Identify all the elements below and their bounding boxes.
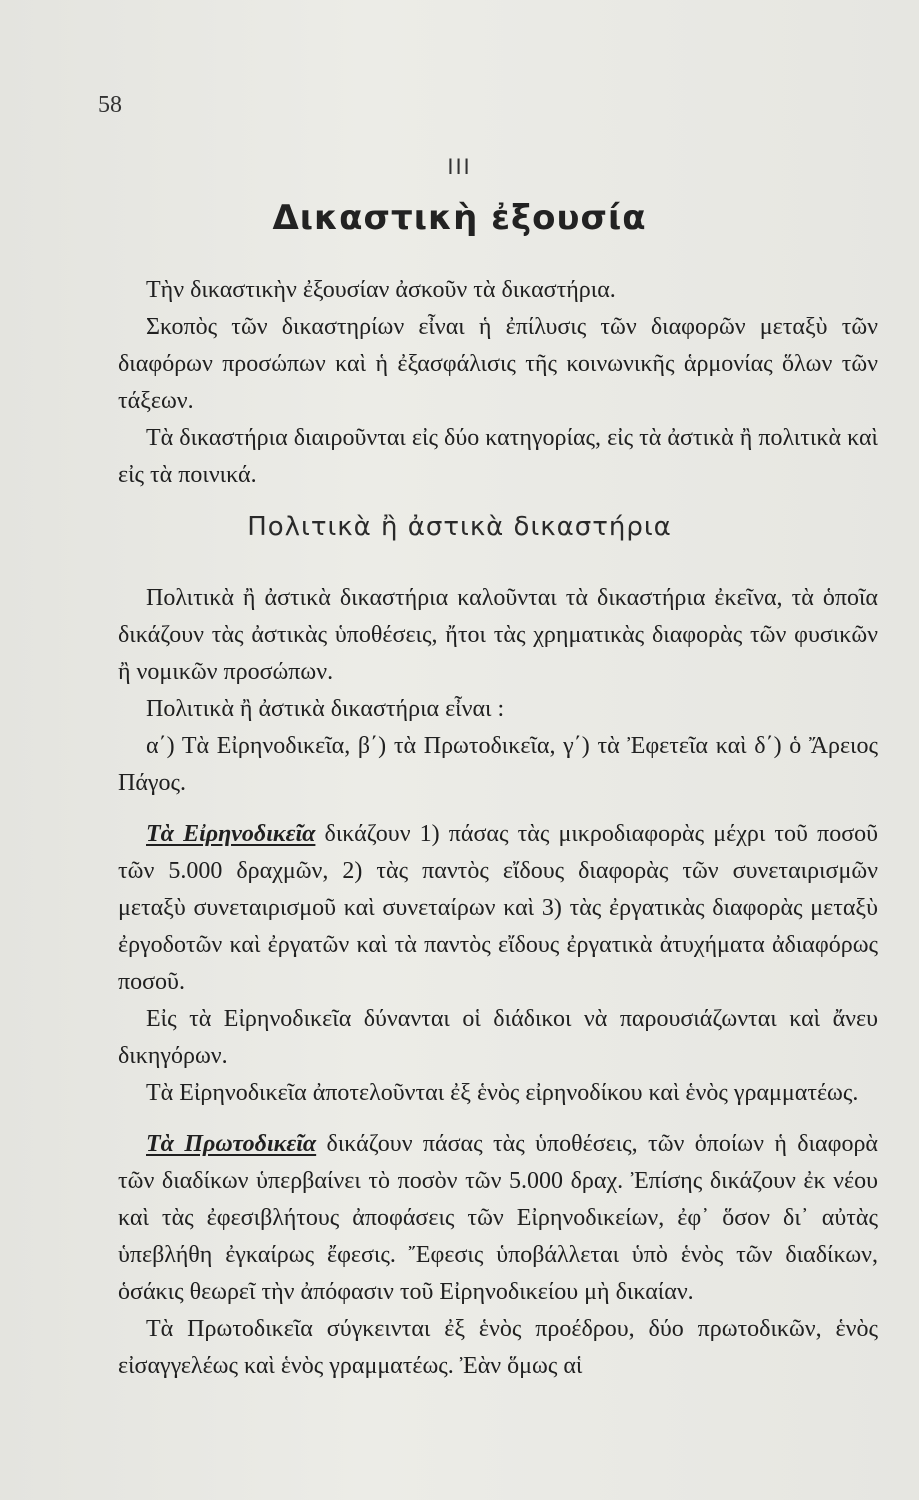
section-number: III: [447, 154, 472, 179]
intro-paragraph-2: Σκοπὸς τῶν δικαστηρίων εἶναι ἡ ἐπίλυσις τῶν διαφορῶν μεταξὺ τῶν διαφόρων προσώπων καὶ ἡ ἐξασφάλισις τῆς κοινωνικῆς ἁρμονίας ὅλων τῶν τάξεων.: [118, 314, 878, 414]
intro-paragraph-1: Τὴν δικαστικὴν ἐξουσίαν ἀσκοῦν τὰ δικαστήρια.: [146, 277, 616, 303]
page-number: 58: [98, 92, 122, 118]
civil-courts-paragraph-2: Πολιτικὰ ἢ ἀστικὰ δικαστήρια εἶναι :: [146, 696, 505, 722]
magistrates-text: δικάζουν 1) πάσας τὰς μικροδιαφορὰς μέχρι τοῦ ποσοῦ τῶν 5.000 δραχμῶν, 2) τὰς παντὸς εἴδους διαφορὰς τῶν συνεταιρισμῶν μεταξὺ συνεταιρισμοῦ καὶ συνεταίρων καὶ 3) τὰς ἐργατικὰς διαφορὰς μεταξὺ ἐργοδοτῶν καὶ ἐργατῶν καὶ τὰ παντὸς εἴδους ἐργατικὰ ἀτυχήματα ἀδιαφόρως ποσοῦ.: [118, 821, 879, 995]
spacer: [118, 802, 878, 816]
civil-courts-heading: Πολιτικὰ ἢ ἀστικὰ δικαστήρια: [247, 512, 672, 542]
magistrates-paragraph-1: [118, 816, 878, 1001]
intro-paragraph-3: Τὰ δικαστήρια διαιροῦνται εἰς δύο κατηγορίας, εἰς τὰ ἀστικὰ ἢ πολιτικὰ καὶ εἰς τὰ ποινικά.: [118, 425, 878, 488]
chapter-title: Δικαστικὴ ἐξουσία: [272, 198, 647, 238]
intro-text: [118, 272, 878, 494]
magistrates-lead: Τὰ Εἰρηνοδικεῖα: [146, 821, 316, 847]
civil-courts-paragraph-3: α΄) Τὰ Εἰρηνοδικεῖα, β΄) τὰ Πρωτοδικεῖα, γ΄) τὰ Ἐφετεῖα καὶ δ΄) ὁ Ἄρειος Πάγος.: [118, 733, 878, 796]
magistrates-paragraph-2: Εἰς τὰ Εἰρηνοδικεῖα δύνανται οἱ διάδικοι νὰ παρουσιάζωνται καὶ ἄνευ δικηγόρων.: [118, 1006, 878, 1069]
first-instance-paragraph-2: Τὰ Πρωτοδικεῖα σύγκεινται ἐξ ἑνὸς προέδρου, δύο πρωτοδικῶν, ἑνὸς εἰσαγγελέως καὶ ἑνὸς γραμματέως. Ἐὰν ὅμως αἱ: [118, 1316, 878, 1379]
first-instance-lead: Τὰ Πρωτοδικεῖα: [146, 1131, 317, 1157]
civil-courts-paragraph-1: Πολιτικὰ ἢ ἀστικὰ δικαστήρια καλοῦνται τὰ δικαστήρια ἐκεῖνα, τὰ ὁποῖα δικάζουν τὰς ἀστικὰς ὑποθέσεις, ἤτοι τὰς χρηματικὰς διαφορὰς τῶν φυσικῶν ἢ νομικῶν προσώπων.: [118, 585, 878, 685]
magistrates-paragraph-3: Τὰ Εἰρηνοδικεῖα ἀποτελοῦνται ἐξ ἑνὸς εἰρηνοδίκου καὶ ἑνὸς γραμματέως.: [146, 1080, 859, 1106]
first-instance-paragraph-1: [118, 1126, 878, 1311]
spacer: [118, 1112, 878, 1126]
first-instance-text: δικάζουν πάσας τὰς ὑποθέσεις, τῶν ὁποίων ἡ διαφορὰ τῶν διαδίκων ὑπερβαίνει τὸ ποσὸν τῶν 5.000 δραχ. Ἐπίσης δικάζουν ἐκ νέου καὶ τὰς ἐφεσιβλήτους ἀποφάσεις τῶν Εἰρηνοδικείων, ἐφ᾽ ὅσον δι᾽ αὐτὰς ὑπεβλήθη ἐγκαίρως ἔφεσις. Ἔφεσις ὑποβάλλεται ὑπὸ ἑνὸς τῶν διαδίκων, ὁσάκις θεωρεῖ τὴν ἀπόφασιν τοῦ Εἰρηνοδικείου μὴ δικαίαν.: [118, 1131, 879, 1305]
main-text: [118, 580, 878, 1385]
